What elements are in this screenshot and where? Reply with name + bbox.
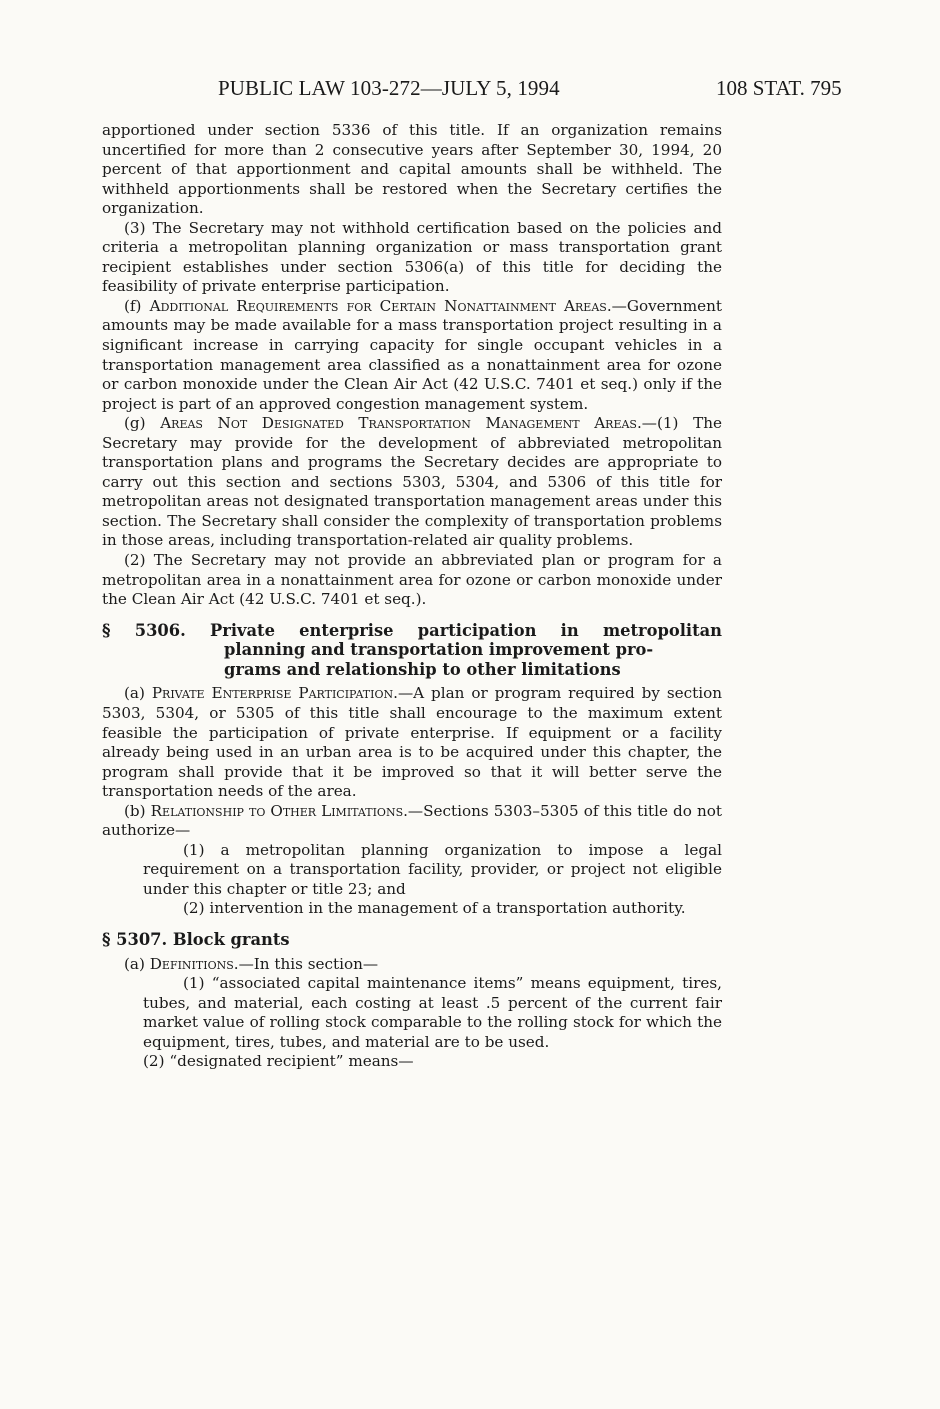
section-5306-b-1: (1) a metropolitan planning organization to impose a legal requirement on a transportation facility, provider, or project not eligible under this chapter or title 23; and [143,840,722,898]
subsection-f-heading: Additional Requirements for Certain Nonattainment Areas [149,296,607,315]
section-5306-b-label: (b) [124,801,151,820]
section-5306-b-heading: Relationship to Other Limitations [150,801,404,820]
subsection-g-2: (2) The Secretary may not provide an abbreviated plan or program for a metropolitan area in a nonattainment area for ozone or carbon monoxide under the Clean Air Act (42 U.S.C. 7401 et seq.). [102,551,722,609]
section-5306-title-line1: Private enterprise participation in metropolitan [210,620,723,640]
section-5306-title-line3: grams and relationship to other limitations [224,659,621,679]
page-header [0,76,940,106]
section-5306-a-heading: Private Enterprise Participation [151,684,394,703]
section-5307-a-2: (2) “designated recipient” means— [143,1052,414,1071]
section-5306-a [102,684,722,801]
paragraph-3: (3) The Secretary may not withhold certification based on the policies and criteria a metropolitan planning organization or mass transportation grant recipient establishes under section 5306(a) of this title for deciding the feasibility of private enterprise participation. [102,218,722,296]
section-5307-title: Block grants [172,930,290,950]
section-5306-a-text: .—A plan or program required by section 5303, 5304, or 5305 of this title shall encourage to the maximum extent feasible the participation of private enterprise. If equipment or a facility already being used in an urban area is to be acquired under this chapter, the program shall provide that it be improved so that it will better serve the transportation needs of the area. [102,684,723,801]
subsection-f-label: (f) [124,296,150,315]
running-title: PUBLIC LAW 103-272—JULY 5, 1994 [218,76,560,100]
subsection-g-label: (g) [124,414,161,433]
page-body [102,121,722,1072]
section-5306-title-line2: planning and transportation improvement pro- [224,640,654,660]
section-5306-b [102,802,722,841]
section-5306-b-2: (2) intervention in the management of a transportation authority. [183,899,686,918]
section-5306-heading-line1 [102,621,722,641]
subsection-f [102,297,722,414]
section-5307-a [102,955,722,975]
section-5306-heading [102,621,722,680]
subsection-g-text: .—(1) The Secretary may provide for the development of abbreviated metropolitan transportation plans and programs the Secretary decides are appropriate to carry out this section and sections 5303, 5304, and 5306 of this title for metropolitan areas not designated transportation management areas under this section. The Secretary shall consider the complexity of transportation problems in those areas, including transportation-related air quality problems. [102,414,722,550]
section-5307-heading [102,930,722,950]
subsection-g [102,414,722,551]
section-5307-a-heading: Definitions [149,954,234,973]
section-5307-number: § 5307. [102,930,168,950]
section-5307-a-1: (1) “associated capital maintenance items” means equipment, tires, tubes, and material, each costing at least .5 percent of the current fair market value of rolling stock comparable to the rolling stock for which the equipment, tires, tubes, and material are to be used. [143,974,722,1051]
section-5306-b-text: .—Sections 5303–5305 of this title do not authorize— [102,801,722,840]
section-5306-number: § 5306. [102,620,186,640]
section-5307-a-text: .—In this section— [233,954,379,973]
stat-page-number: 108 STAT. 795 [716,76,842,100]
subsection-f-text: .—Government amounts may be made available for a mass transportation project resulting in a significant increase in carrying capacity for single occupant vehicles in a transportation management area classified as a nonattainment area for ozone or carbon monoxide under the Clean Air Act (42 U.S.C. 7401 et seq.) only if the project is part of an approved congestion management system. [102,296,722,413]
section-5306-a-label: (a) [124,684,152,703]
section-5307-a-label: (a) [124,954,150,973]
subsection-g-heading: Areas Not Designated Transportation Management Areas [160,414,637,433]
paragraph-continuation: apportioned under section 5336 of this title. If an organization remains uncertified for more than 2 consecutive years after September 30, 1994, 20 percent of that apportionment and capital amounts shall be withheld. The withheld apportionments shall be restored when the Secretary certifies the organization. [102,121,722,218]
